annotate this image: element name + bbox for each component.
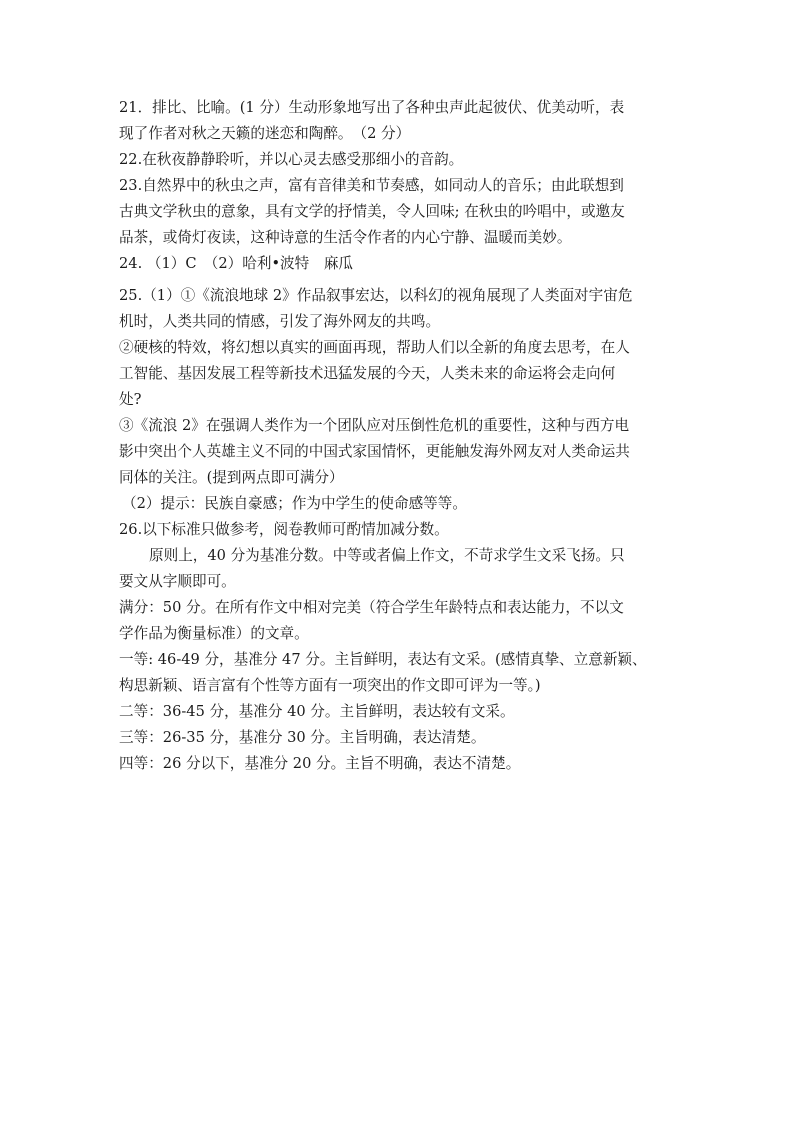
answer-22-line-1: 22.在秋夜静静聆听，并以心灵去感受那细小的音韵。 [119, 151, 464, 168]
answer-25-line-2: 机时，人类共同的情感，引发了海外网友的共鸣。 [119, 313, 441, 330]
answer-25-line-9: （2）提示：民族自豪感；作为中学生的使命感等等。 [122, 495, 467, 512]
answer-26-first-line-1: 一等: 46-49 分，基准分 47 分。主旨鲜明，表达有文采。(感情真挚、立意新颖、 [119, 651, 647, 668]
answer-26-principle-line-2: 要文从字顺即可。 [119, 573, 236, 590]
answer-26-full-line-1: 满分：50 分。在所有作文中相对完美（符合学生年龄特点和表达能力，不以文 [119, 599, 624, 616]
answer-26-full-line-2: 学作品为衡量标准）的文章。 [119, 625, 309, 642]
answer-25-line-5: 处? [119, 391, 142, 408]
answer-25-line-8: 同体的关注。(提到两点即可满分） [119, 469, 344, 486]
answer-26-principle-line-1: 原则上，40 分为基准分数。中等或者偏上作文，不苛求学生文采飞扬。只 [149, 547, 625, 564]
answer-26-intro: 26.以下标准只做参考，阅卷教师可酌情加减分数。 [119, 521, 449, 538]
answer-24-line-1: 24. （1）C （2）哈利•波特 麻瓜 [119, 255, 354, 272]
answer-21-line-2: 现了作者对秋之天籁的迷恋和陶醉。 （2 分） [119, 125, 411, 142]
answer-26-first-line-2: 构思新颖、语言富有个性等方面有一项突出的作文即可评为一等。) [119, 677, 541, 694]
answer-25-line-7: 影中突出个人英雄主义不同的中国式家国情怀，更能触发海外网友对人类命运共 [119, 443, 630, 460]
answer-21-line-1: 21．排比、比喻。(1 分）生动形象地写出了各种虫声此起彼伏、优美动听，表 [119, 99, 625, 116]
answer-25-line-4: 工智能、基因发展工程等新技术迅猛发展的今天，人类未来的命运将会走向何 [119, 365, 616, 382]
answer-26-second: 二等：36-45 分，基准分 40 分。主旨鲜明，表达较有文采。 [119, 703, 515, 720]
answer-25-line-3: ②硬核的特效，将幻想以真实的画面再现，帮助人们以全新的角度去思考，在人 [119, 339, 630, 356]
answer-23-line-3: 品茶，或倚灯夜读，这种诗意的生活令作者的内心宁静、温暖而美妙。 [119, 229, 572, 246]
answer-key-content [119, 95, 685, 777]
answer-25-line-1: 25.（1）①《流浪地球 2》作品叙事宏达，以科幻的视角展现了人类面对宇宙危 [119, 287, 633, 304]
answer-23-line-1: 23.自然界中的秋虫之声，富有音律美和节奏感，如同动人的音乐；由此联想到 [119, 177, 624, 194]
answer-26-fourth: 四等：26 分以下，基准分 20 分。主旨不明确，表达不清楚。 [119, 755, 521, 772]
answer-26-third: 三等：26-35 分，基准分 30 分。主旨明确，表达清楚。 [119, 729, 486, 746]
answer-25-line-6: ③《流浪 2》在强调人类作为一个团队应对压倒性危机的重要性，这种与西方电 [119, 417, 630, 434]
answer-23-line-2: 古典文学秋虫的意象，具有文学的抒情美，令人回味; 在秋虫的吟唱中，或邀友 [119, 203, 625, 220]
